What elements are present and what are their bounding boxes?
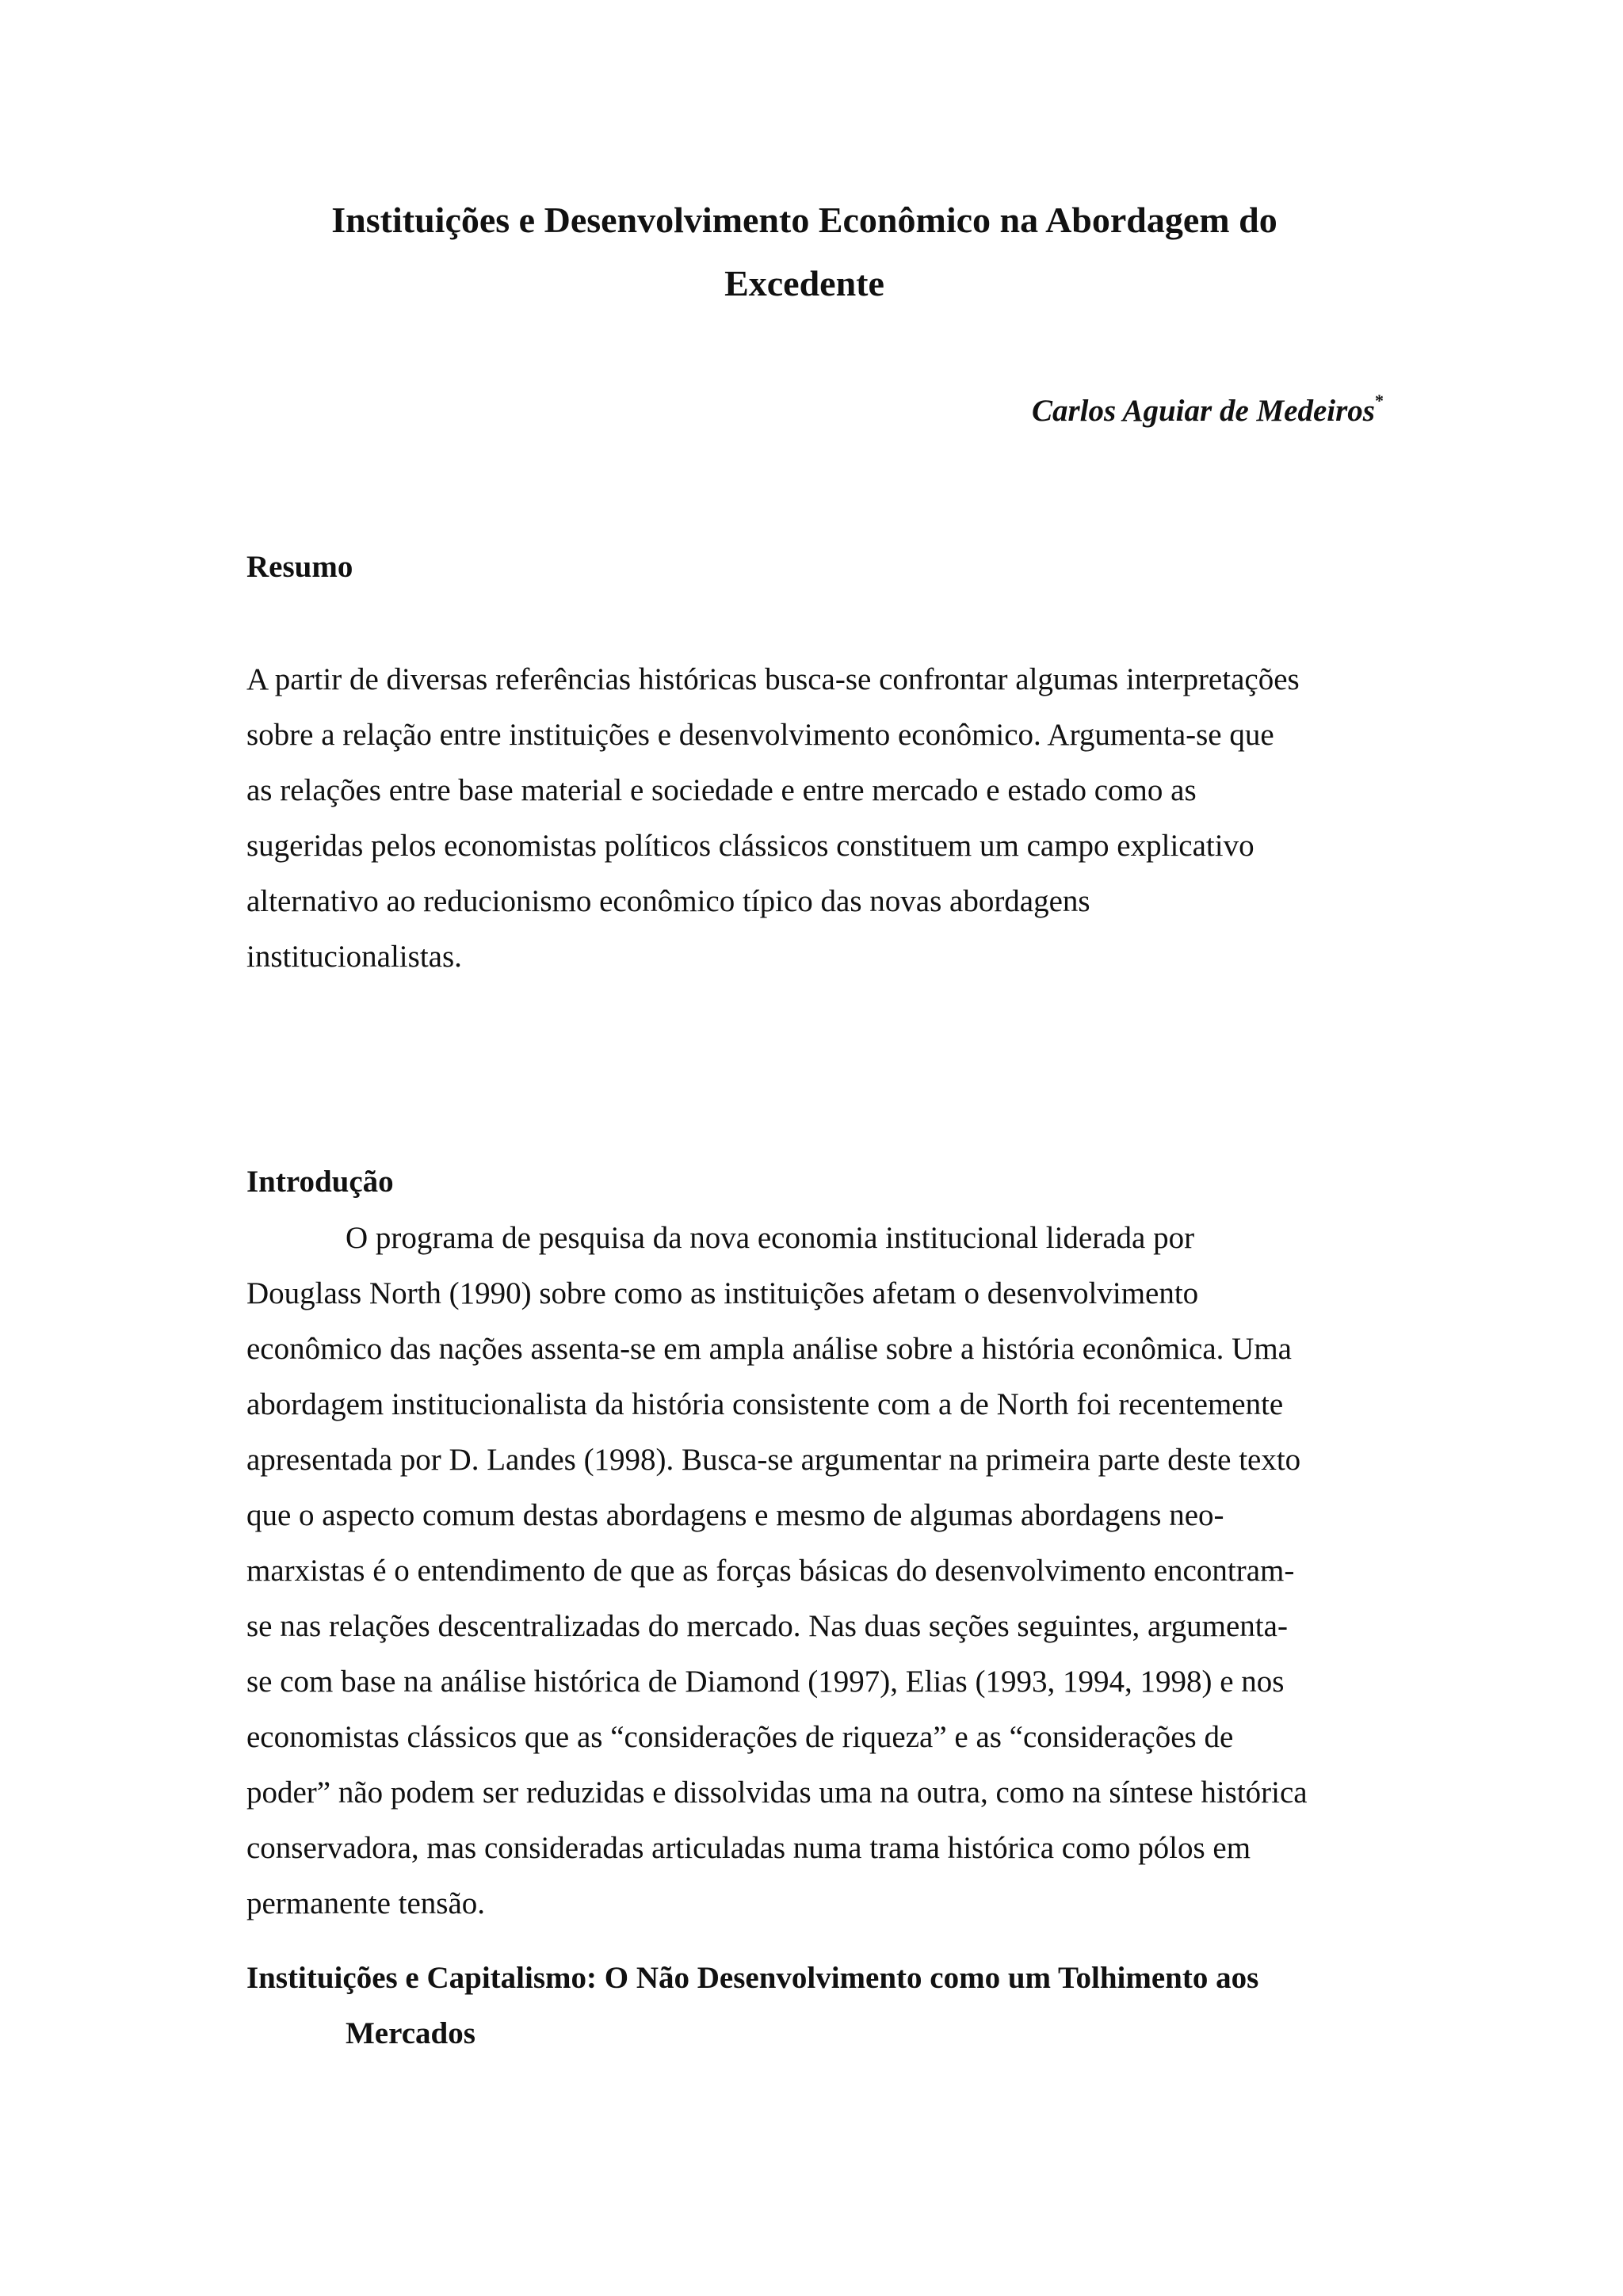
paper-title-line-1: Instituições e Desenvolvimento Econômico na Abordagem do [331, 200, 1277, 240]
introduction-text [246, 1211, 1380, 1932]
author-name: Carlos Aguiar de Medeiros [1031, 394, 1375, 428]
paper-title-line-2: Excedente [724, 263, 884, 303]
section-heading-line-2: Mercados [346, 2016, 475, 2050]
introduction-heading: Introdução [246, 1165, 394, 1199]
abstract-line: alternativo ao reducionismo econômico típico das novas abordagens [246, 884, 1090, 918]
section-heading-line-1: Instituições e Capitalismo: O Não Desenvolvimento como um Tolhimento aos [246, 1961, 1259, 1995]
introduction-line: apresentada por D. Landes (1998). Busca-se argumentar na primeira parte deste texto [246, 1443, 1301, 1477]
introduction-line: se com base na análise histórica de Diamond (1997), Elias (1993, 1994, 1998) e nos [246, 1665, 1285, 1699]
abstract-heading: Resumo [246, 550, 353, 584]
introduction-line: conservadora, mas consideradas articuladas numa trama histórica como pólos em [246, 1831, 1251, 1865]
abstract-line: sugeridas pelos economistas políticos clássicos constituem um campo explicativo [246, 829, 1254, 863]
paper-title [238, 189, 1371, 315]
author-byline [1032, 377, 1384, 435]
author-footnote-mark: * [1375, 391, 1384, 410]
introduction-line: econômico das nações assenta-se em ampla análise sobre a história econômica. Uma [246, 1332, 1292, 1366]
abstract-line: sobre a relação entre instituições e desenvolvimento econômico. Argumenta-se que [246, 718, 1274, 752]
section-heading [246, 1951, 1380, 2061]
introduction-line: abordagem institucionalista da história consistente com a de North foi recentemente [246, 1387, 1284, 1421]
abstract-line: institucionalistas. [246, 940, 462, 974]
introduction-line: que o aspecto comum destas abordagens e mesmo de algumas abordagens neo- [246, 1498, 1224, 1532]
introduction-line: marxistas é o entendimento de que as forças básicas do desenvolvimento encontram- [246, 1554, 1295, 1588]
introduction-line: economistas clássicos que as “considerações de riqueza” e as “considerações de [246, 1720, 1234, 1754]
introduction-line: poder” não podem ser reduzidas e dissolvidas uma na outra, como na síntese histórica [246, 1775, 1308, 1810]
introduction-line: O programa de pesquisa da nova economia institucional liderada por [346, 1221, 1195, 1255]
introduction-line: se nas relações descentralizadas do mercado. Nas duas seções seguintes, argumenta- [246, 1609, 1288, 1643]
introduction-line: Douglass North (1990) sobre como as instituições afetam o desenvolvimento [246, 1276, 1199, 1310]
abstract-line: as relações entre base material e sociedade e entre mercado e estado como as [246, 773, 1197, 807]
abstract-text [246, 652, 1380, 985]
introduction-line: permanente tensão. [246, 1886, 486, 1920]
abstract-line: A partir de diversas referências históricas busca-se confrontar algumas interpretações [246, 662, 1300, 696]
